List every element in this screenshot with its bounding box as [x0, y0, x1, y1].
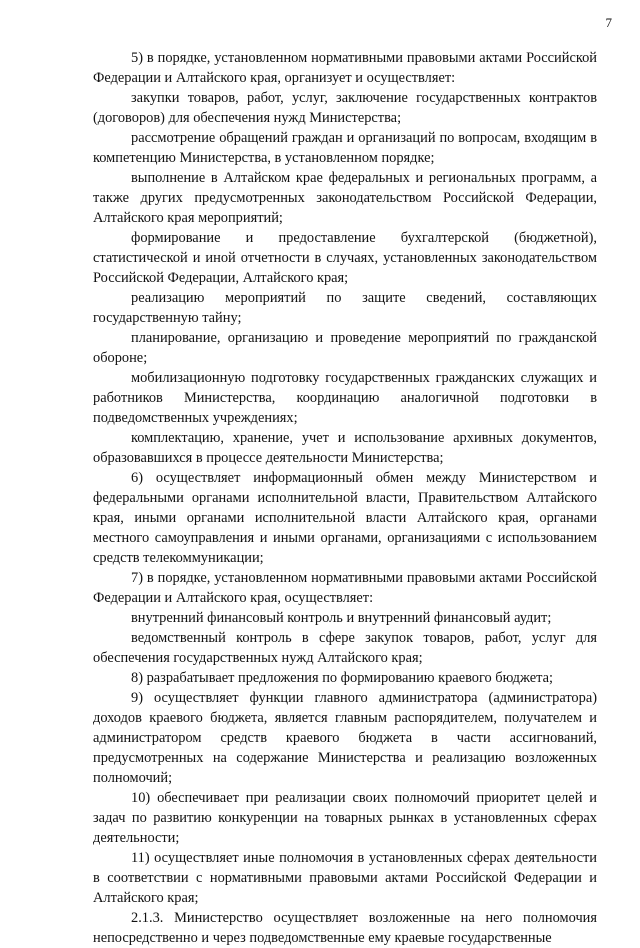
- paragraph-civil-defense: планирование, организацию и проведение мероприятий по гражданской обороне;: [93, 330, 597, 366]
- paragraph-departmental-control: ведомственный контроль в сфере закупок товаров, работ, услуг для обеспечения государственных нужд Алтайского края;: [93, 630, 597, 666]
- paragraph-item-8: 8) разрабатывает предложения по формированию краевого бюджета;: [131, 670, 553, 686]
- paragraph-internal-control: внутренний финансовый контроль и внутренний финансовый аудит;: [131, 610, 552, 626]
- paragraph-state-secret: реализацию мероприятий по защите сведений, составляющих государственную тайну;: [93, 290, 597, 326]
- document-body: [93, 48, 597, 948]
- paragraph-mobilization: мобилизационную подготовку государственных гражданских служащих и работников Министерства, координацию аналогичной подготовки в подведомственных учреждениях;: [93, 370, 597, 426]
- paragraph-item-7: 7) в порядке, установленном нормативными правовыми актами Российской Федерации и Алтайского края, осуществляет:: [93, 570, 597, 606]
- paragraph-2-1-3: 2.1.3. Министерство осуществляет возложенные на него полномочия непосредственно и через подведомственные ему краевые государственные: [93, 910, 597, 946]
- paragraph-item-6: 6) осуществляет информационный обмен между Министерством и федеральными органами исполнительной власти, Правительством Алтайского края, иными органами исполнительной власти Алтайского края, органами местного самоуправления и иными органами, организациями с использованием средств телекоммуникации;: [93, 470, 597, 566]
- paragraph-item-10: 10) обеспечивает при реализации своих полномочий приоритет целей и задач по развитию конкуренции на товарных рынках в установленных сферах деятельности;: [93, 790, 597, 846]
- paragraph-reporting: формирование и предоставление бухгалтерской (бюджетной), статистической и иной отчетности в случаях, установленных законодательством Российской Федерации, Алтайского края;: [93, 230, 597, 286]
- paragraph-item-5: 5) в порядке, установленном нормативными правовыми актами Российской Федерации и Алтайского края, организует и осуществляет:: [93, 50, 597, 86]
- paragraph-item-9: 9) осуществляет функции главного администратора (администратора) доходов краевого бюджета, является главным распорядителем, получателем и администратором средств краевого бюджета в части ассигнований, предусмотренных на содержание Министерства и реализацию возложенных полномочий;: [93, 690, 597, 786]
- paragraph-procurement: закупки товаров, работ, услуг, заключение государственных контрактов (договоров) для обеспечения нужд Министерства;: [93, 90, 597, 126]
- paragraph-appeals: рассмотрение обращений граждан и организаций по вопросам, входящим в компетенцию Министерства, в установленном порядке;: [93, 130, 597, 166]
- paragraph-archives: комплектацию, хранение, учет и использование архивных документов, образовавшихся в процессе деятельности Министерства;: [93, 430, 597, 466]
- paragraph-programs: выполнение в Алтайском крае федеральных и региональных программ, а также других предусмотренных законодательством Российской Федерации, Алтайского края мероприятий;: [93, 170, 597, 226]
- page-number: 7: [605, 15, 612, 30]
- paragraph-item-11: 11) осуществляет иные полномочия в установленных сферах деятельности в соответствии с нормативными правовыми актами Российской Федерации и Алтайского края;: [93, 850, 597, 906]
